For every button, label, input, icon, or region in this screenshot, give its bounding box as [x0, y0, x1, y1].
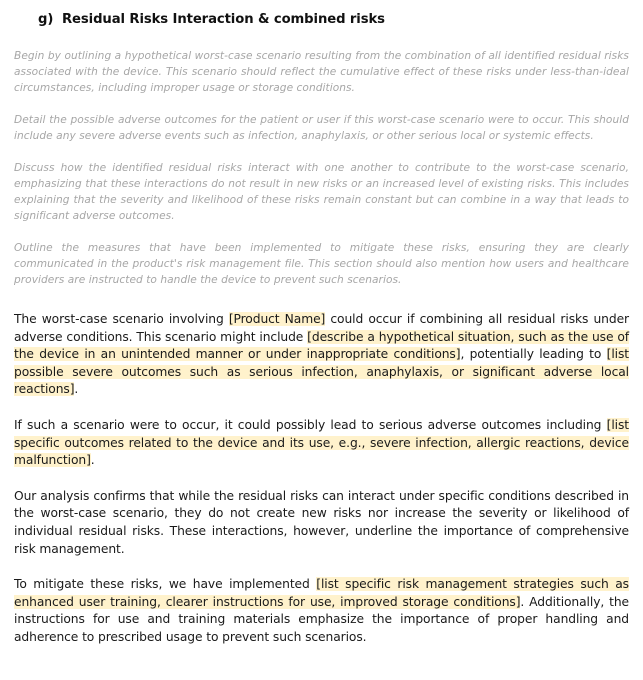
section-heading — [14, 0, 629, 32]
section-title: Residual Risks Interaction & combined risks — [62, 12, 385, 27]
placeholder-specific-outcomes[interactable]: [list specific outcomes related to the device and its use, e.g., severe infection, allergic reactions, device malfunction] — [14, 417, 629, 468]
placeholder-risk-strategies[interactable]: [list specific risk management strategies such as enhanced user training, clearer instructions for use, improved storage conditions] — [14, 577, 629, 609]
text: , potentially leading to — [460, 347, 607, 362]
text: . — [90, 453, 95, 468]
placeholder-hypothetical-situation[interactable]: [describe a hypothetical situation, such as the use of the device in an unintended manner or under inappropriate conditions] — [14, 329, 629, 362]
text: If such a scenario were to occur, it could possibly lead to serious adverse outcomes including — [14, 417, 607, 432]
text: To mitigate these risks, we have implemented — [14, 577, 317, 592]
body-paragraph-worst-case — [14, 311, 629, 399]
guidance-paragraph-interactions: Discuss how the identified residual risks interact with one another to contribute to the worst-case scenario, emphasizing that these interactions do not result in new risks or an increased level of existing risks. This includes explaining that the severity and likelihood of these risks remain constant but can combine in a way that leads to significant adverse outcomes. — [14, 162, 629, 222]
guidance-paragraph-worst-case: Begin by outlining a hypothetical worst-case scenario resulting from the combination of all identified residual risks associated with the device. This scenario should reflect the cumulative effect of these risks under less-than-ideal circumstances, including improper usage or storage conditions. — [14, 50, 629, 94]
guidance-paragraph-adverse-outcomes: Detail the possible adverse outcomes for the patient or user if this worst-case scenario were to occur. This should include any severe adverse events such as infection, anaphylaxis, or other serious local or systemic effects. — [14, 114, 629, 142]
guidance-paragraph-mitigation: Outline the measures that have been implemented to mitigate these risks, ensuring they are clearly communicated in the product's risk management file. This section should also mention how users and healthcare providers are instructed to handle the device to prevent such scenarios. — [14, 242, 629, 286]
text: could occur if combining all residual risks under adverse conditions. This scenario might include — [14, 312, 629, 344]
body-paragraph-mitigation — [14, 576, 629, 646]
body-paragraph-adverse-outcomes — [14, 417, 629, 470]
text: . — [74, 382, 79, 397]
placeholder-product-name[interactable]: [Product Name] — [228, 312, 326, 326]
text: . Additionally, the instructions for use and training materials emphasize the importance of proper handling and adherence to prescribed usage to prevent such scenarios. — [14, 594, 630, 644]
placeholder-severe-outcomes[interactable]: [list possible severe outcomes such as serious infection, anaphylaxis, or significant adverse local reactions] — [14, 347, 629, 397]
text: The worst-case scenario involving — [14, 312, 229, 326]
text: Our analysis confirms that while the residual risks can interact under specific conditions described in the worst-case scenario, they do not create new risks nor increase the severity or likelihood of individual residual risks. These interactions, however, underline the importance of comprehensive risk management. — [14, 488, 629, 556]
section-number: g) — [38, 12, 54, 27]
body-paragraph-analysis — [14, 488, 629, 558]
